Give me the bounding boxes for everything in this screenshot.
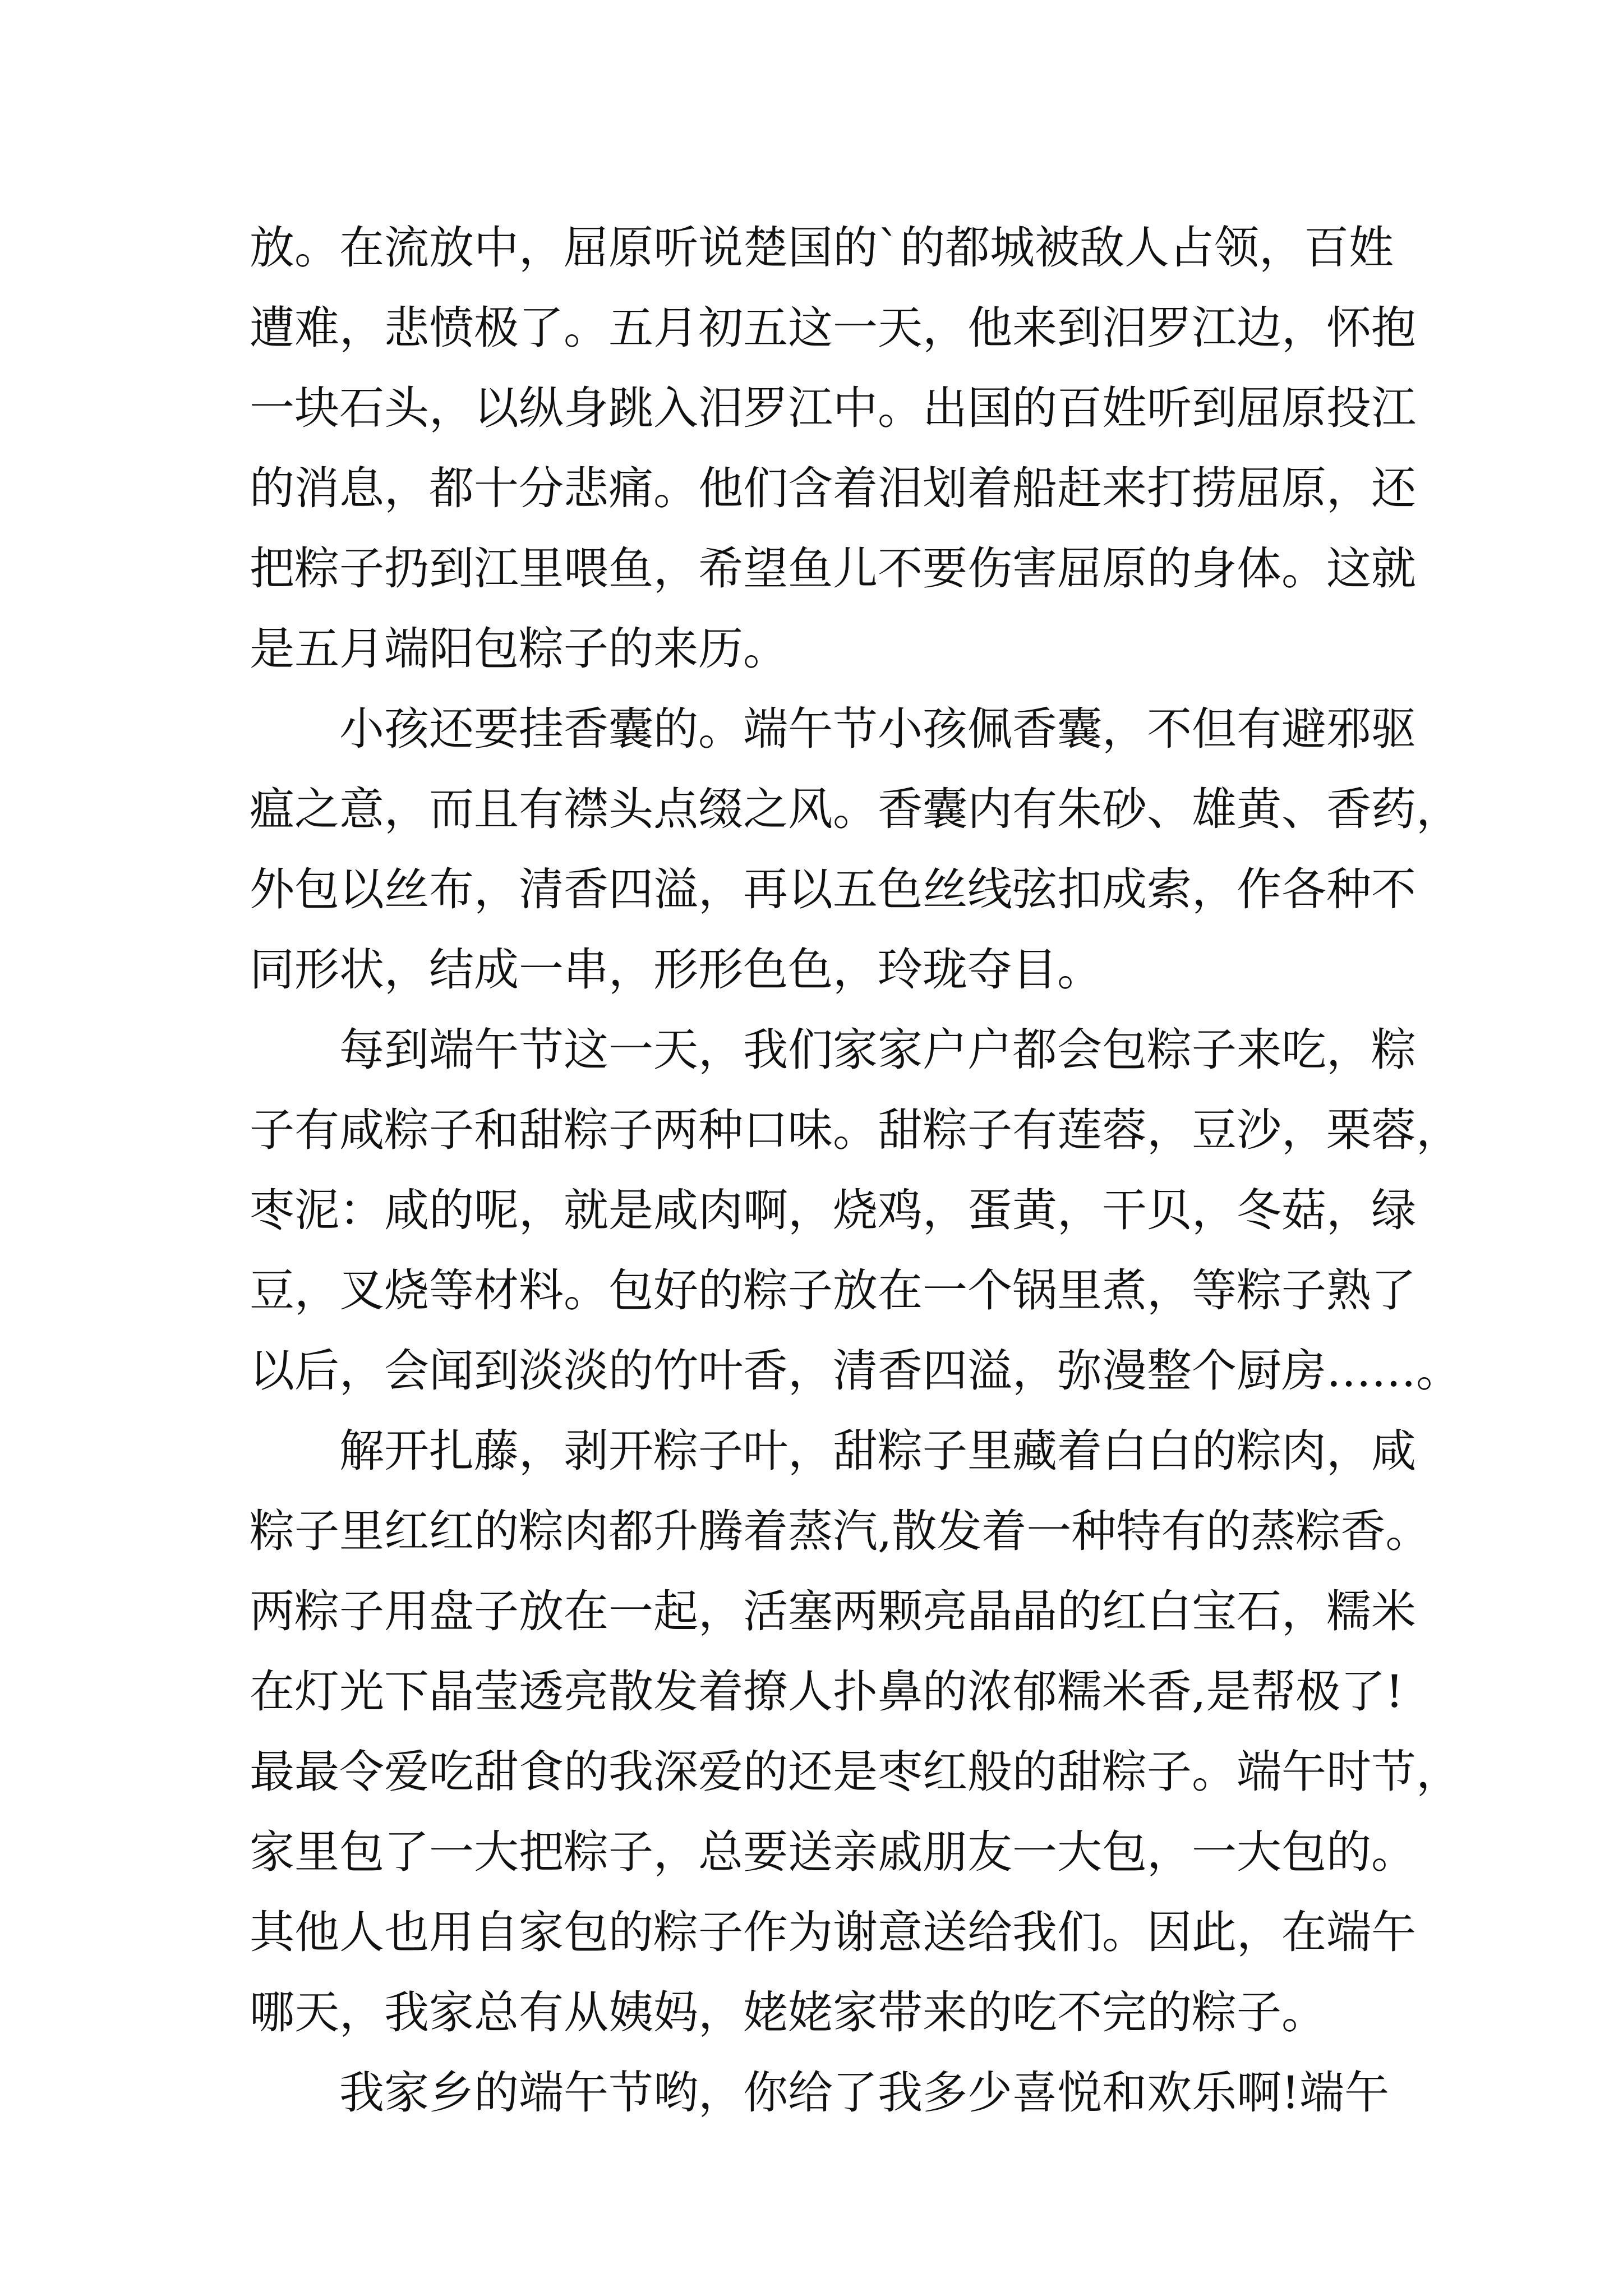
- text-line-7: 小孩还要挂香囊的。端午节小孩佩香囊，不但有避邪驱: [339, 703, 1416, 755]
- text-line-12: 子有咸粽子和甜粽子两种口味。甜粽子有莲蓉，豆沙，栗蓉，: [250, 1104, 1461, 1156]
- text-line-23: 哪天，我家总有从姨妈，姥姥家带来的吃不完的粽子。: [250, 1986, 1326, 2039]
- text-line-24: 我家乡的端午节哟，你给了我多少喜悦和欢乐啊!端午: [339, 2067, 1390, 2119]
- text-line-6: 是五月端阳包粽子的来历。: [250, 623, 788, 675]
- text-line-20: 最最令爱吃甜食的我深爱的还是枣红般的甜粽子。端午时节，: [250, 1746, 1461, 1798]
- text-line-11: 每到端午节这一天，我们家家户户都会包粽子来吃，粽: [339, 1024, 1416, 1076]
- text-line-19: 在灯光下晶莹透亮散发着撩人扑鼻的浓郁糯米香,是帮极了!: [250, 1665, 1404, 1718]
- text-line-10: 同形状，结成一串，形形色色，玲珑夺目。: [250, 944, 1102, 996]
- text-line-17: 粽子里红红的粽肉都升腾着蒸汽,散发着一种特有的蒸粽香。: [250, 1505, 1431, 1557]
- text-line-8: 瘟之意，而且有襟头点缀之风。香囊内有朱砂、雄黄、香药，: [250, 783, 1461, 835]
- text-line-22: 其他人也用自家包的粽子作为谢意送给我们。因此，在端午: [250, 1906, 1416, 1958]
- text-line-18: 两粽子用盘子放在一起，活塞两颗亮晶晶的红白宝石，糯米: [250, 1585, 1416, 1637]
- text-line-3: 一块石头，以纵身跳入汨罗江中。出国的百姓听到屈原投江: [250, 382, 1416, 434]
- text-line-5: 把粽子扔到江里喂鱼，希望鱼儿不要伤害屈原的身体。这就: [250, 542, 1416, 595]
- document-body-text: [250, 208, 1461, 2133]
- text-line-9: 外包以丝布，清香四溢，再以五色丝线弦扣成索，作各种不: [250, 863, 1416, 915]
- text-line-21: 家里包了一大把粽子，总要送亲戚朋友一大包，一大包的。: [250, 1826, 1416, 1878]
- text-line-16: 解开扎藤，剥开粽子叶，甜粽子里藏着白白的粽肉，咸: [339, 1425, 1416, 1477]
- text-line-2: 遭难，悲愤极了。五月初五这一天，他来到汨罗江边，怀抱: [250, 302, 1416, 354]
- text-line-1: 放。在流放中，屈原听说楚国的`的都城被敌人占领，百姓: [250, 222, 1394, 274]
- text-line-14: 豆，叉烧等材料。包好的粽子放在一个锅里煮，等粽子熟了: [250, 1264, 1416, 1317]
- text-line-4: 的消息，都十分悲痛。他们含着泪划着船赶来打捞屈原，还: [250, 462, 1416, 514]
- text-line-13: 枣泥：咸的呢，就是咸肉啊，烧鸡，蛋黄，干贝，冬菇，绿: [250, 1184, 1416, 1236]
- text-line-15: 以后，会闻到淡淡的竹叶香，清香四溢，弥漫整个厨房……。: [250, 1345, 1461, 1397]
